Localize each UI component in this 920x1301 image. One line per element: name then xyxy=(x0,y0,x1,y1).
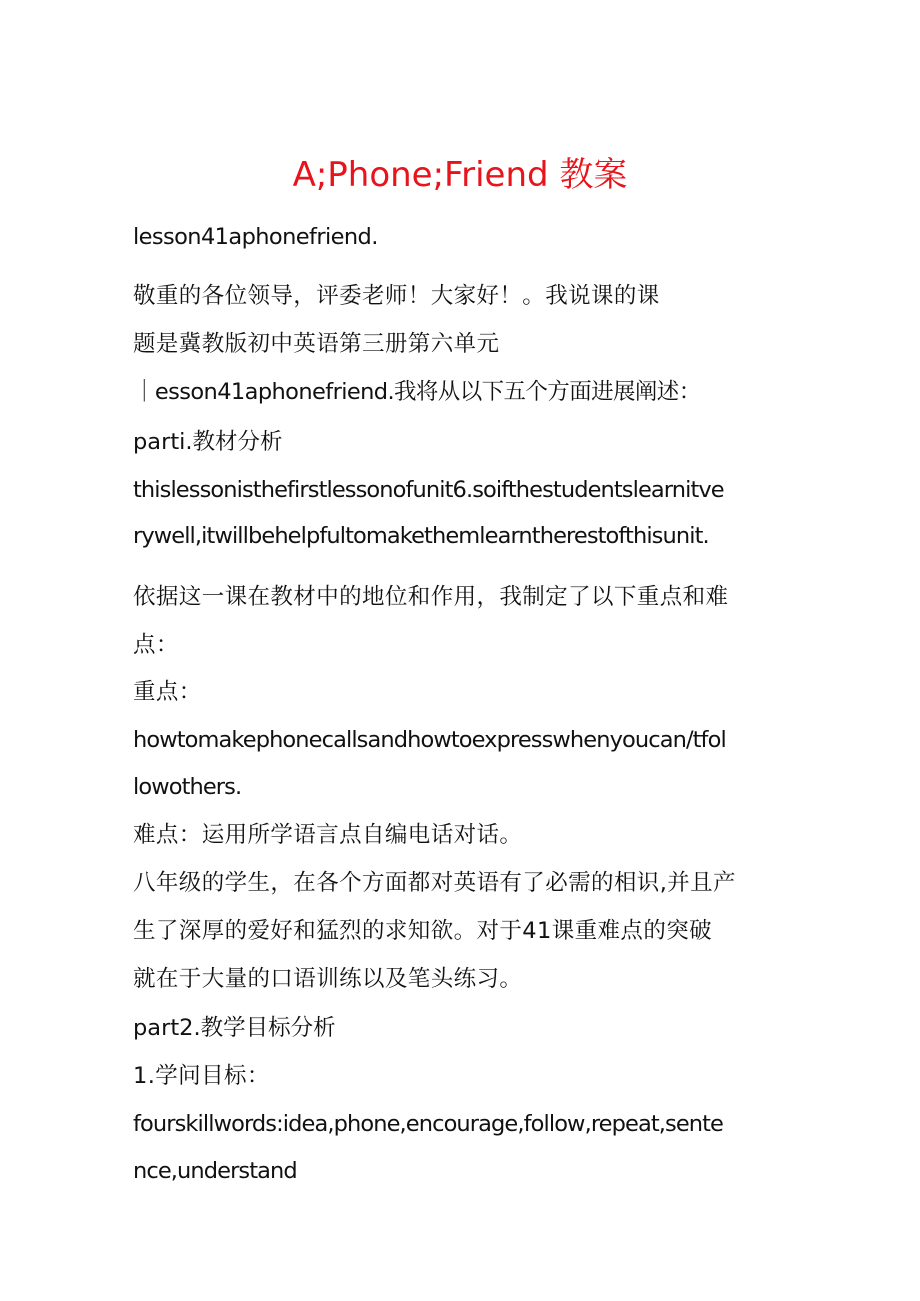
text-line-knowledge-goal: 1.学问目标： xyxy=(133,1063,270,1089)
text-line-key-english-1: howtomakephonecallsandhowtoexpresswhenyoucan/tfol xyxy=(133,727,726,753)
document-title: A;Phone;Friend 教案 xyxy=(292,155,628,195)
text-line-difficult-points: 难点：运用所学语言点自编电话对话。 xyxy=(133,822,523,848)
text-line-part-i: parti.教材分析 xyxy=(133,429,283,455)
text-line-students-2: 生了深厚的爱好和猛烈的求知欲。对于41课重难点的突破 xyxy=(133,918,713,944)
text-line-english-1: thislessonisthefirstlessonofunit6.soifthestudentslearnitve xyxy=(133,477,724,503)
text-line-key-points: 重点： xyxy=(133,679,202,705)
text-line-greeting: 敬重的各位领导，评委老师！大家好！。我说课的课 xyxy=(133,283,660,309)
text-line-lesson-heading: lesson41aphonefriend. xyxy=(133,224,378,250)
text-line-part-2: part2.教学目标分析 xyxy=(133,1015,336,1041)
text-line-students-3: 就在于大量的口语训练以及笔头练习。 xyxy=(133,966,523,992)
text-line-lesson-outline: ｜esson41aphonefriend.我将从以下五个方面进展阐述： xyxy=(133,379,701,405)
text-line-english-2: rywell,itwillbehelpfultomakethemlearntherestofthisunit. xyxy=(133,523,709,549)
text-line-topic: 题是冀教版初中英语第三册第六单元 xyxy=(133,331,500,357)
text-line-basis-cont: 点： xyxy=(133,632,179,658)
text-line-students-1: 八年级的学生，在各个方面都对英语有了必需的相识,并且产 xyxy=(133,870,736,896)
text-line-words-1: fourskillwords:idea,phone,encourage,follow,repeat,sente xyxy=(133,1111,723,1137)
text-line-words-2: nce,understand xyxy=(133,1158,297,1184)
text-line-key-english-2: lowothers. xyxy=(133,774,242,800)
text-line-basis: 依据这一课在教材中的地位和作用，我制定了以下重点和难 xyxy=(133,584,729,610)
